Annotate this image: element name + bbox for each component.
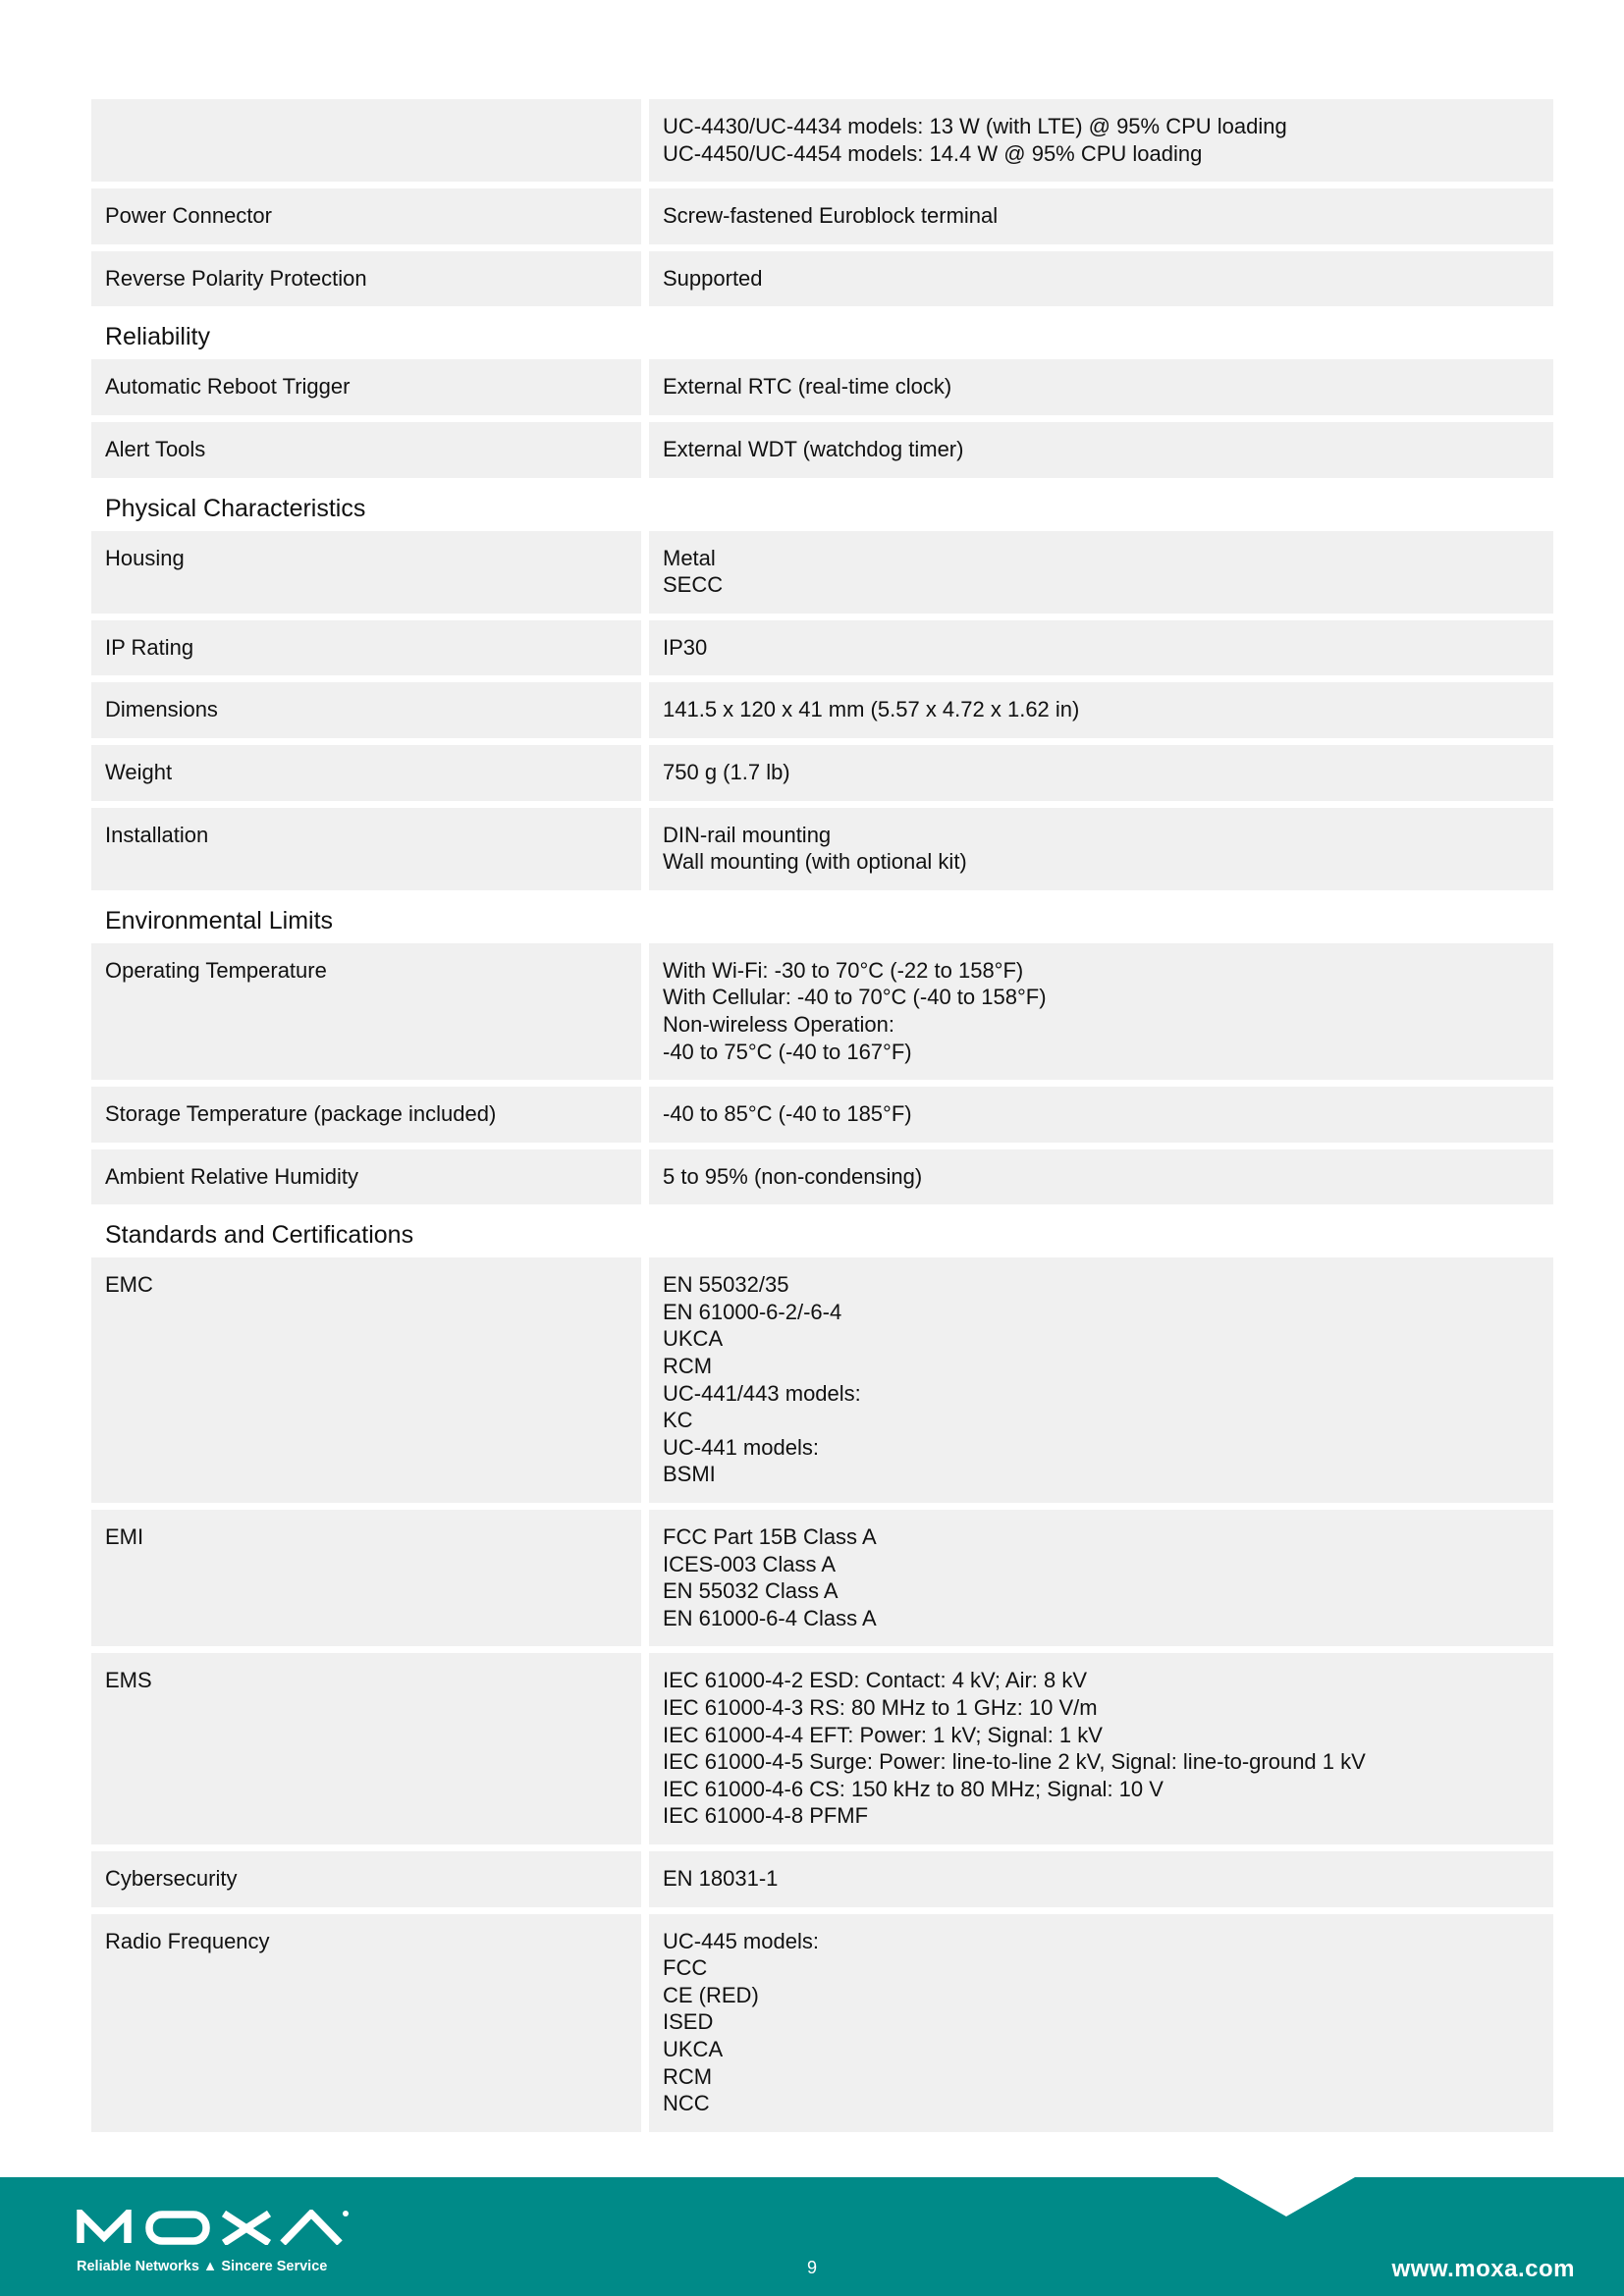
spec-row [91,1914,1553,2132]
spec-value [649,188,1553,244]
spec-value-line: Non-wireless Operation: [663,1011,894,1037]
spec-value-line: With Wi-Fi: -30 to 70°C (-22 to 158°F) [663,957,1024,983]
spec-value [649,531,1553,614]
section-heading: Physical Characteristics [105,494,366,522]
spec-value-line: ISED [663,2009,714,2035]
spec-value-line: External WDT (watchdog timer) [663,436,964,461]
spec-row [91,1510,1553,1646]
spec-row [91,1257,1553,1503]
spec-value [649,359,1553,415]
spec-label: IP Rating [91,620,641,676]
spec-value-line: ICES-003 Class A [663,1551,837,1576]
spec-value [649,1257,1553,1503]
spec-row [91,682,1553,738]
spec-value [649,1149,1553,1205]
spec-value [649,1851,1553,1907]
spec-value-line: IEC 61000-4-3 RS: 80 MHz to 1 GHz: 10 V/m [663,1695,1098,1720]
spec-row [91,251,1553,307]
spec-value-line: -40 to 85°C (-40 to 185°F) [663,1101,912,1127]
section-heading: Reliability [105,323,210,351]
spec-value-line: IEC 61000-4-2 ESD: Contact: 4 kV; Air: 8 kV [663,1668,1088,1693]
spec-label: Storage Temperature (package included) [91,1087,641,1143]
spec-value-line: RCM [663,2063,713,2089]
spec-row [91,943,1553,1080]
spec-value-line: 5 to 95% (non-condensing) [663,1163,923,1189]
spec-value [649,682,1553,738]
spec-value-line: EN 18031-1 [663,1865,779,1891]
spec-label: Power Connector [91,188,641,244]
spec-value-line: EN 55032/35 [663,1272,789,1298]
spec-label: Operating Temperature [91,943,641,1080]
spec-value-line: FCC [663,1955,708,1981]
spec-value-line: DIN-rail mounting [663,822,832,847]
spec-label: Installation [91,808,641,890]
spec-value-line: IEC 61000-4-5 Surge: Power: line-to-line 2 kV, Signal: line-to-ground 1 kV [663,1749,1366,1775]
spec-row [91,808,1553,890]
spec-label: EMS [91,1653,641,1844]
spec-value-line: UKCA [663,1326,724,1352]
spec-value-line: IEC 61000-4-8 PFMF [663,1803,869,1829]
spec-value-line: CE (RED) [663,1982,759,2007]
page-number: 9 [806,2258,817,2277]
spec-row [91,1149,1553,1205]
spec-row [91,188,1553,244]
spec-label [91,99,641,182]
spec-value [649,251,1553,307]
spec-value [649,99,1553,182]
spec-label: Housing [91,531,641,614]
spec-value-line: KC [663,1408,693,1433]
spec-row [91,745,1553,801]
spec-value-line: UC-445 models: [663,1928,819,1953]
spec-value-line: UC-441/443 models: [663,1380,861,1406]
tagline: Reliable Networks ▲ Sincere Service [77,2259,328,2274]
spec-value-line: -40 to 75°C (-40 to 167°F) [663,1039,912,1064]
spec-label: Ambient Relative Humidity [91,1149,641,1205]
spec-value-line: Wall mounting (with optional kit) [663,849,967,875]
footer [0,2177,1624,2296]
spec-value [649,745,1553,801]
spec-value-line: With Cellular: -40 to 70°C (-40 to 158°F) [663,985,1047,1010]
spec-value-line: EN 55032 Class A [663,1578,839,1604]
spec-label: Weight [91,745,641,801]
website-link[interactable]: www.moxa.com [1391,2256,1575,2282]
spec-value-line: EN 61000-6-2/-6-4 [663,1299,842,1324]
spec-label: EMC [91,1257,641,1503]
spec-value-line: IEC 61000-4-6 CS: 150 kHz to 80 MHz; Signal: 10 V [663,1776,1164,1801]
spec-label: Radio Frequency [91,1914,641,2132]
spec-row [91,359,1553,415]
spec-value-line: SECC [663,572,724,598]
spec-value-line: UKCA [663,2036,724,2061]
notch-shape [1218,2177,1355,2216]
spec-row [91,620,1553,676]
spec-value-line: EN 61000-6-4 Class A [663,1605,877,1630]
spec-label: Automatic Reboot Trigger [91,359,641,415]
spec-value-line: Supported [663,265,763,291]
spec-label: Cybersecurity [91,1851,641,1907]
spec-label: Alert Tools [91,422,641,478]
spec-row [91,1087,1553,1143]
spec-value-line: IEC 61000-4-4 EFT: Power: 1 kV; Signal: 1 kV [663,1722,1103,1747]
spec-row [91,422,1553,478]
spec-value-line: 141.5 x 120 x 41 mm (5.57 x 4.72 x 1.62 in) [663,697,1080,722]
spec-value [649,422,1553,478]
spec-value-line: RCM [663,1354,713,1379]
spec-value [649,620,1553,676]
spec-value [649,1653,1553,1844]
spec-row [91,531,1553,614]
spec-table [91,99,1553,2139]
spec-value [649,808,1553,890]
spec-value [649,1087,1553,1143]
spec-value [649,1510,1553,1646]
spec-value-line: UC-4450/UC-4454 models: 14.4 W @ 95% CPU loading [663,140,1203,166]
spec-value-line: IP30 [663,634,708,660]
spec-value-line: FCC Part 15B Class A [663,1524,877,1550]
spec-value-line: 750 g (1.7 lb) [663,759,790,784]
spec-row [91,99,1553,182]
spec-value-line: Screw-fastened Euroblock terminal [663,203,999,229]
moxa-logo [77,2210,350,2245]
spec-value [649,943,1553,1080]
spec-label: Dimensions [91,682,641,738]
spec-row [91,1851,1553,1907]
spec-value [649,1914,1553,2132]
section-heading: Standards and Certifications [105,1221,414,1250]
spec-label: EMI [91,1510,641,1646]
spec-value-line: NCC [663,2091,710,2116]
section-heading: Environmental Limits [105,906,334,934]
spec-value-line: UC-441 models: [663,1434,819,1460]
spec-label: Reverse Polarity Protection [91,251,641,307]
spec-value-line: Metal [663,545,716,570]
spec-value-line: BSMI [663,1462,716,1487]
spec-row [91,1653,1553,1844]
spec-value-line: External RTC (real-time clock) [663,374,952,400]
spec-value-line: UC-4430/UC-4434 models: 13 W (with LTE) @ 95% CPU loading [663,114,1287,138]
